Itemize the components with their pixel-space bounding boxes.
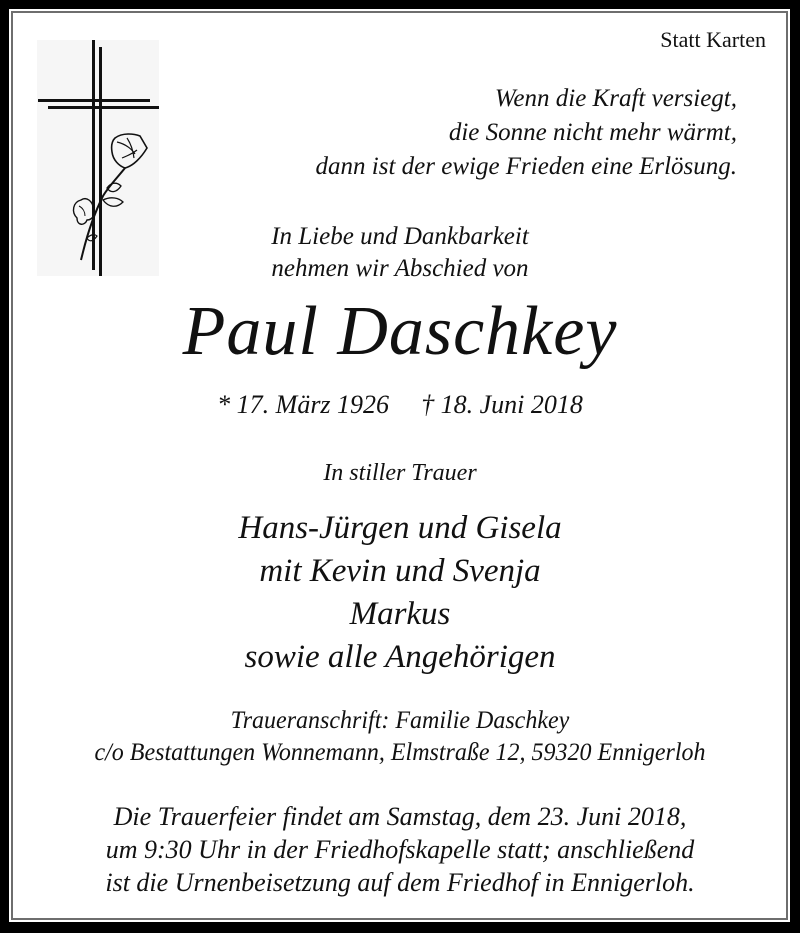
motto-line: die Sonne nicht mehr wärmt, <box>448 119 737 146</box>
header-label: Statt Karten <box>660 27 766 52</box>
service-line: ist die Urnenbeisetzung auf dem Friedhof in Ennigerloh. <box>105 868 695 897</box>
service-info <box>0 800 800 899</box>
life-dates <box>0 390 800 420</box>
intro-line: In Liebe und Dankbarkeit <box>271 223 529 250</box>
mourners-list <box>0 507 800 679</box>
mourner-line: sowie alle Angehörigen <box>244 639 556 675</box>
mourner-line: Hans-Jürgen und Gisela <box>238 510 562 546</box>
deceased-name: Paul Daschkey <box>182 293 618 370</box>
mourning-address <box>16 705 784 769</box>
intro-text <box>0 221 800 285</box>
death-date: † 18. Juni 2018 <box>421 390 583 419</box>
mourner-line: mit Kevin und Svenja <box>259 553 541 589</box>
service-line: Die Trauerfeier findet am Samstag, dem 23. Juni 2018, <box>113 802 687 831</box>
service-line: um 9:30 Uhr in der Friedhofskapelle statt; anschließend <box>105 835 695 864</box>
intro-line: nehmen wir Abschied von <box>271 255 529 282</box>
address-line: c/o Bestattungen Wonnemann, Elmstraße 12, 59320 Ennigerloh <box>94 739 706 766</box>
motto-line: dann ist der ewige Frieden eine Erlösung. <box>315 153 737 180</box>
address-line: Traueranschrift: Familie Daschkey <box>230 707 570 734</box>
mourner-line: Markus <box>349 596 451 632</box>
birth-date: * 17. März 1926 <box>217 390 390 419</box>
motto-verse <box>316 82 737 184</box>
motto-line: Wenn die Kraft versiegt, <box>494 85 737 112</box>
mourning-label: In stiller Trauer <box>323 460 477 486</box>
